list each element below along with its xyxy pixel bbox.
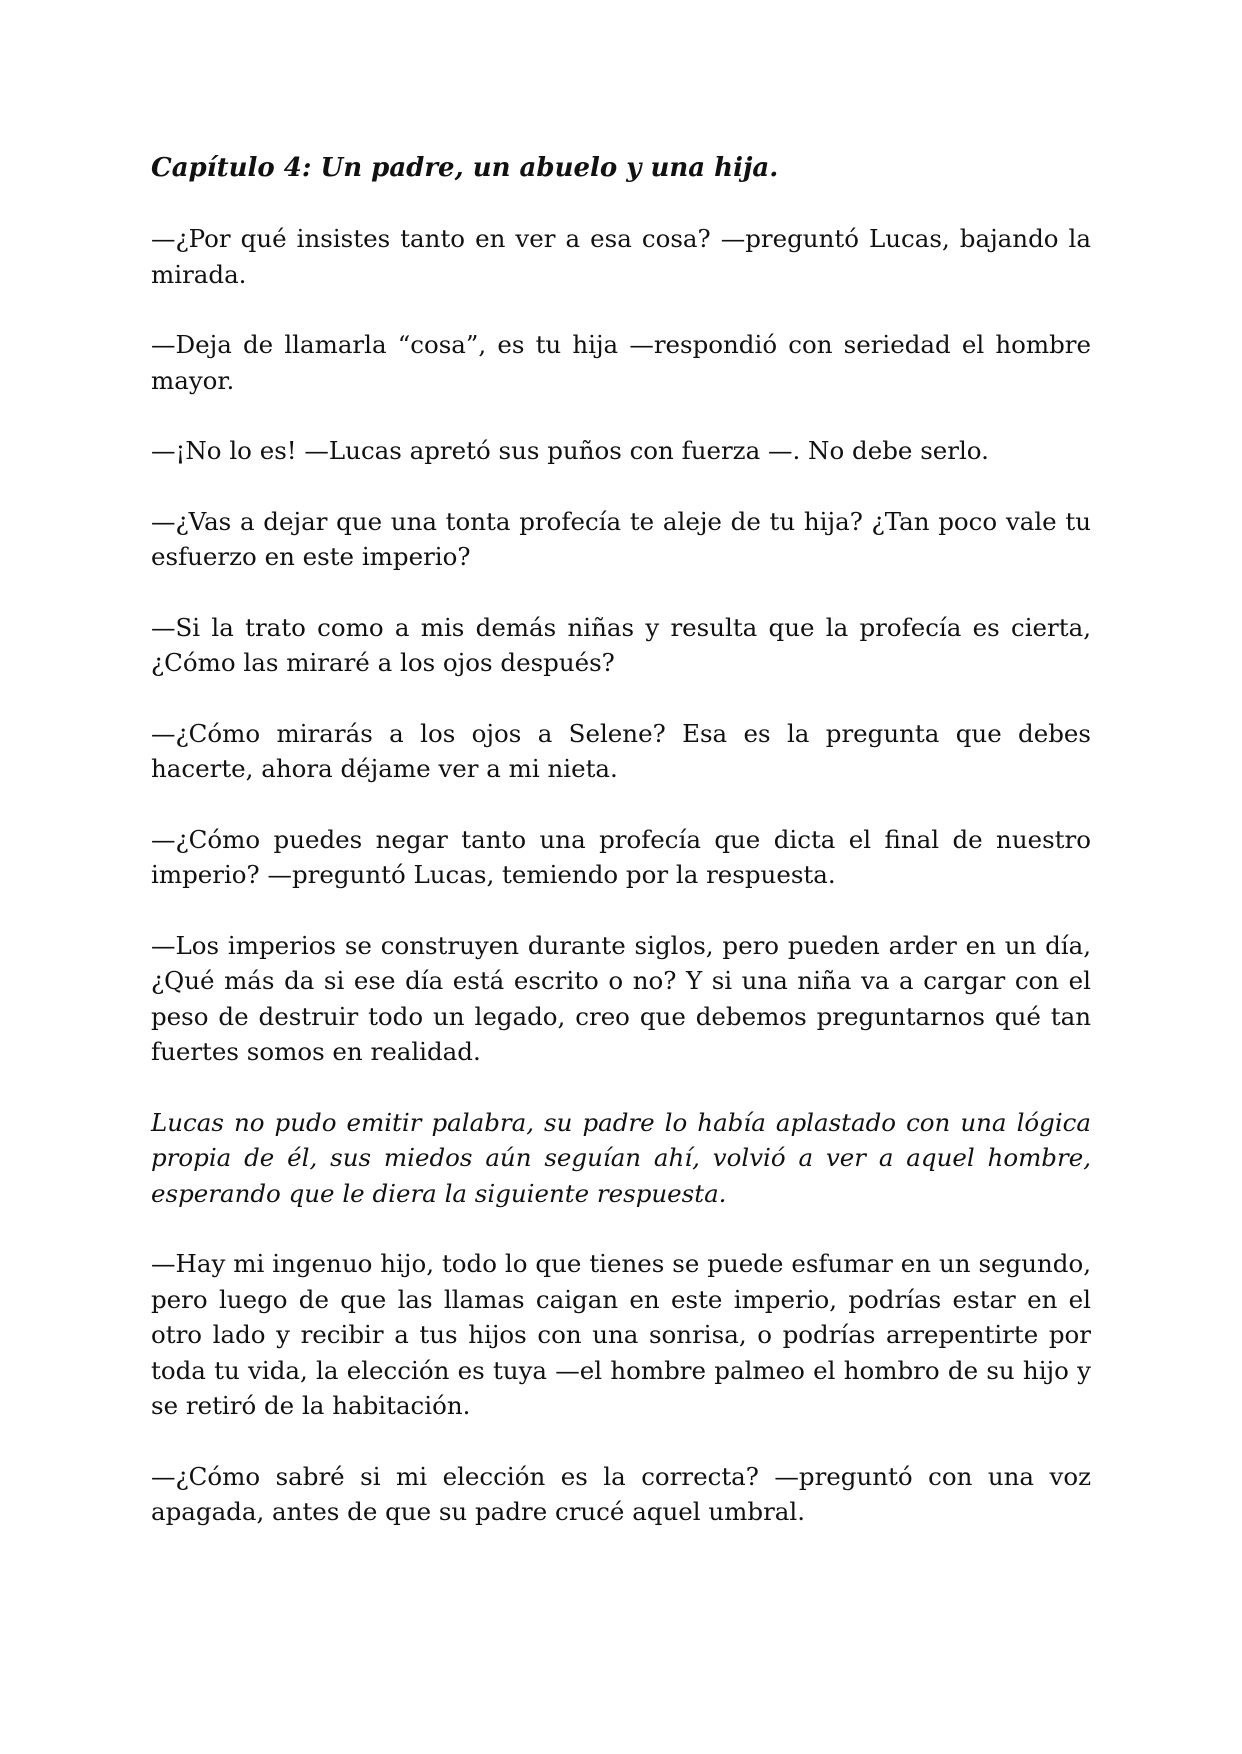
narration-paragraph: Lucas no pudo emitir palabra, su padre lo había aplastado con una lógica propia de él, sus miedos aún seguían ahí, volvió a ver a aquel hombre, esperando que le diera la siguiente respuesta. — [151, 1107, 1091, 1208]
document-page — [151, 148, 1091, 1565]
paragraph-5: —Si la trato como a mis demás niñas y resulta que la profecía es cierta, ¿Cómo las miraré a los ojos después? — [151, 612, 1091, 677]
paragraph-8: —Los imperios se construyen durante siglos, pero pueden arder en un día, ¿Qué más da si ese día está escrito o no? Y si una niña va a cargar con el peso de destruir todo un legado, creo que debemos preguntarnos qué tan fuertes somos en realidad. — [151, 930, 1091, 1066]
paragraph-4: —¿Vas a dejar que una tonta profecía te aleje de tu hija? ¿Tan poco vale tu esfuerzo en este imperio? — [151, 506, 1091, 571]
paragraph-7: —¿Cómo puedes negar tanto una profecía que dicta el final de nuestro imperio? —preguntó Lucas, temiendo por la respuesta. — [151, 824, 1091, 889]
paragraph-6: —¿Cómo mirarás a los ojos a Selene? Esa es la pregunta que debes hacerte, ahora déjame ver a mi nieta. — [151, 718, 1091, 783]
chapter-title: Capítulo 4: Un padre, un abuelo y una hija. — [151, 153, 779, 183]
paragraph-2: —Deja de llamarla “cosa”, es tu hija —respondió con seriedad el hombre mayor. — [151, 330, 1091, 395]
paragraph-11: —¿Cómo sabré si mi elección es la correcta? —preguntó con una voz apagada, antes de que su padre crucé aquel umbral. — [151, 1461, 1091, 1526]
paragraph-10: —Hay mi ingenuo hijo, todo lo que tienes se puede esfumar en un segundo, pero luego de que las llamas caigan en este imperio, podrías estar en el otro lado y recibir a tus hijos con una sonrisa, o podrías arrepentirte por toda tu vida, la elección es tuya —el hombre palmeo el hombro de su hijo y se retiró de la habitación. — [151, 1249, 1091, 1420]
paragraph-1: —¿Por qué insistes tanto en ver a esa cosa? —preguntó Lucas, bajando la mirada. — [151, 224, 1091, 289]
paragraph-3: —¡No lo es! —Lucas apretó sus puños con fuerza —. No debe serlo. — [151, 436, 989, 465]
